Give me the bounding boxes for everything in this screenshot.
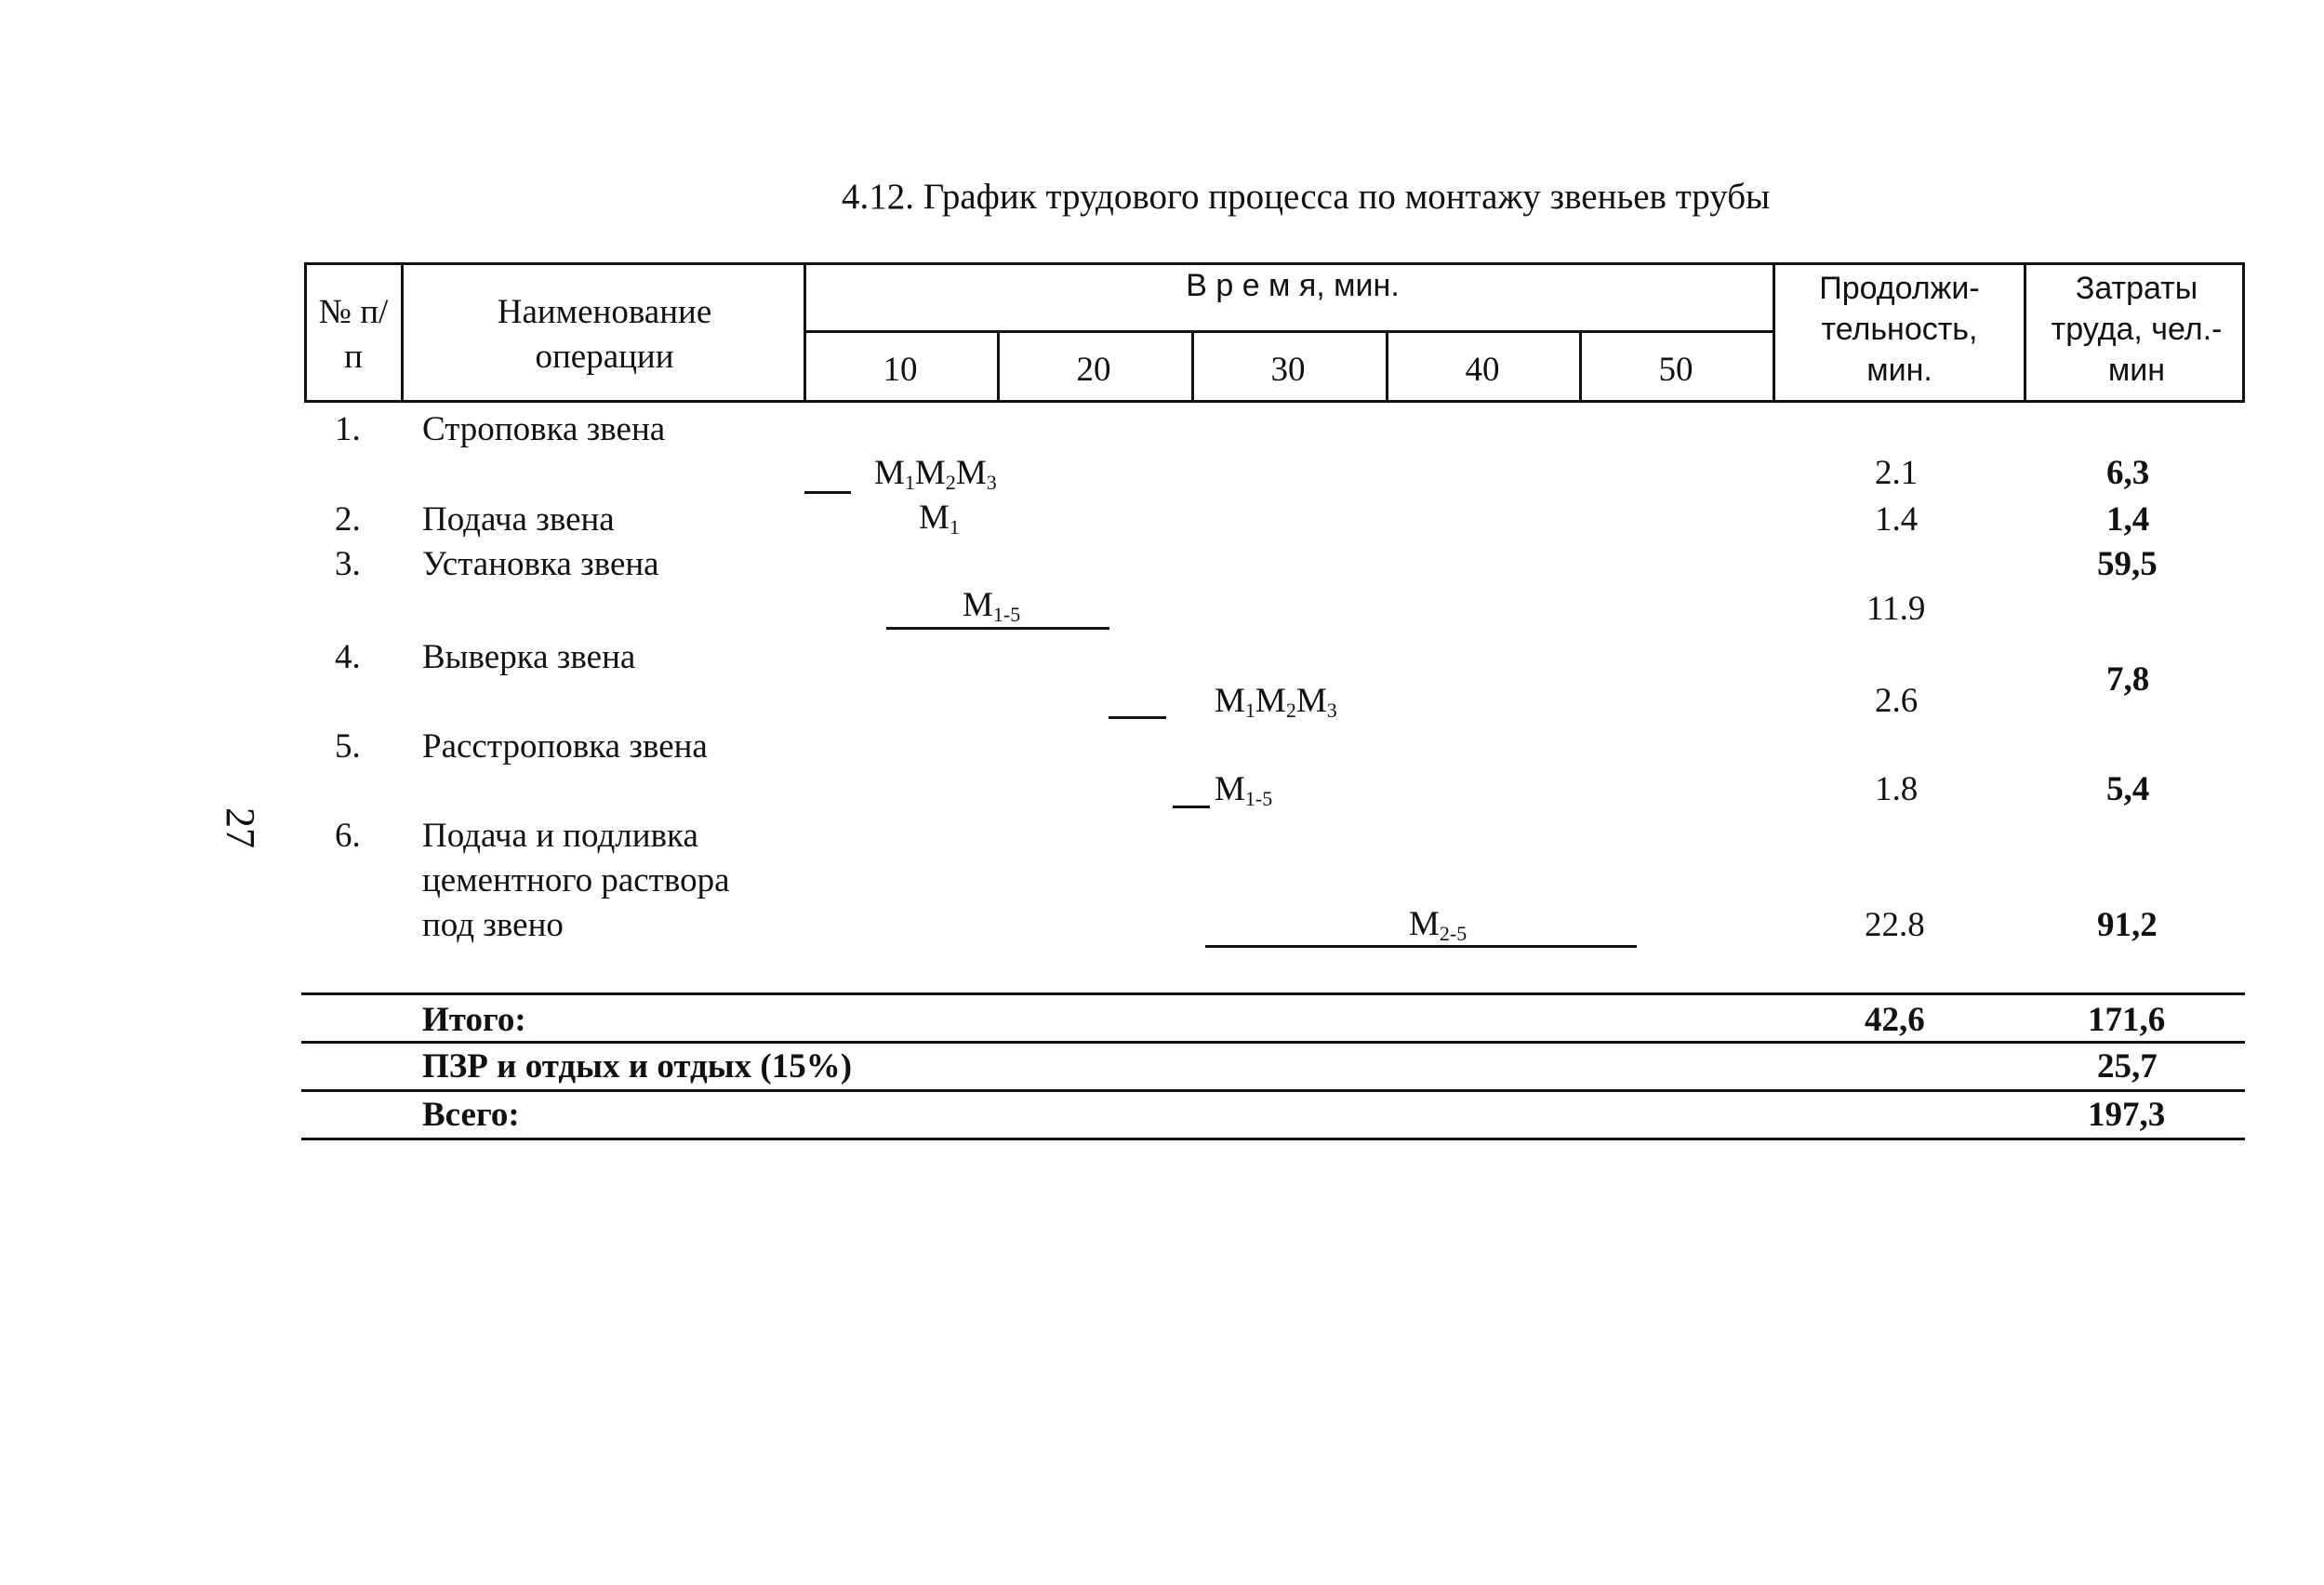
timeline-bar — [886, 627, 1109, 630]
time-tick-10: 10 — [883, 351, 918, 389]
labor-value: 6,3 — [2106, 454, 2150, 492]
labor-value: 1,4 — [2106, 500, 2150, 539]
row-number: 2. — [335, 500, 361, 539]
header-name-col: Наименование операции — [497, 293, 712, 377]
time-tick-40: 40 — [1465, 351, 1500, 389]
labor-value: 59,5 — [2097, 545, 2158, 583]
time-tick-50: 50 — [1658, 351, 1693, 389]
duration-value: 2.1 — [1875, 454, 1919, 492]
crew-label: $M_{1-5}$ — [1215, 770, 1273, 810]
duration-value: 1.8 — [1875, 770, 1919, 808]
crew-label: $M_{2-5}$ — [1409, 905, 1467, 945]
row-number: 4. — [335, 638, 361, 676]
header-number-col: № п/п — [318, 293, 389, 377]
duration-value: 2.6 — [1875, 682, 1919, 720]
header-labor-col: Затраты труда, чел.-мин — [2051, 271, 2223, 389]
subtotal-duration: 42,6 — [1865, 1001, 1925, 1039]
total-labor: 197,3 — [2088, 1096, 2166, 1134]
crew-label: $M_1M_2M_3$ — [874, 454, 997, 494]
subtotal-labor: 171,6 — [2088, 1001, 2166, 1039]
time-tick-20: 20 — [1076, 351, 1111, 389]
labor-value: 91,2 — [2097, 906, 2158, 944]
operation-name-line-3: под звено — [422, 906, 564, 944]
timeline-bar — [1109, 716, 1166, 719]
duration-value: 11.9 — [1866, 590, 1926, 628]
labor-value: 7,8 — [2106, 660, 2150, 699]
pzr-labor: 25,7 — [2097, 1047, 2158, 1086]
page-title: 4.12. График трудового процесса по монтажу звеньев трубы — [842, 177, 1771, 217]
operation-name-line-1: Подача и подливка — [422, 817, 698, 855]
time-tick-30: 30 — [1270, 351, 1306, 389]
row-number: 1. — [335, 410, 361, 448]
total-label: Всего: — [422, 1096, 520, 1134]
labor-value: 5,4 — [2106, 770, 2150, 808]
operation-name: Установка звена — [422, 545, 659, 583]
operation-name: Выверка звена — [422, 638, 636, 676]
crew-label: $M_1M_2M_3$ — [1215, 682, 1337, 722]
header-time-col: В р е м я, мин. — [1186, 268, 1400, 303]
operation-name: Расстроповка звена — [422, 727, 708, 766]
header-duration-col: Продолжи-тельность, мин. — [1819, 271, 1980, 389]
subtotal-label: Итого: — [422, 1001, 526, 1039]
crew-label: $M_{1-5}$ — [963, 586, 1021, 626]
page-number: 27 — [218, 807, 263, 848]
operation-name: Подача звена — [422, 500, 615, 539]
crew-label: $M_1$ — [919, 499, 960, 539]
timeline-bar — [804, 491, 851, 494]
operation-name-line-2: цементного раствора — [422, 861, 730, 899]
duration-value: 1.4 — [1875, 500, 1919, 539]
timeline-bar — [1173, 806, 1210, 808]
timeline-bar — [1205, 945, 1637, 948]
duration-value: 22.8 — [1865, 906, 1925, 944]
row-number: 3. — [335, 545, 361, 583]
row-number: 6. — [335, 817, 361, 855]
operation-name: Строповка звена — [422, 410, 666, 448]
row-number: 5. — [335, 727, 361, 766]
pzr-label: ПЗР и отдых и отдых (15%) — [422, 1047, 853, 1086]
